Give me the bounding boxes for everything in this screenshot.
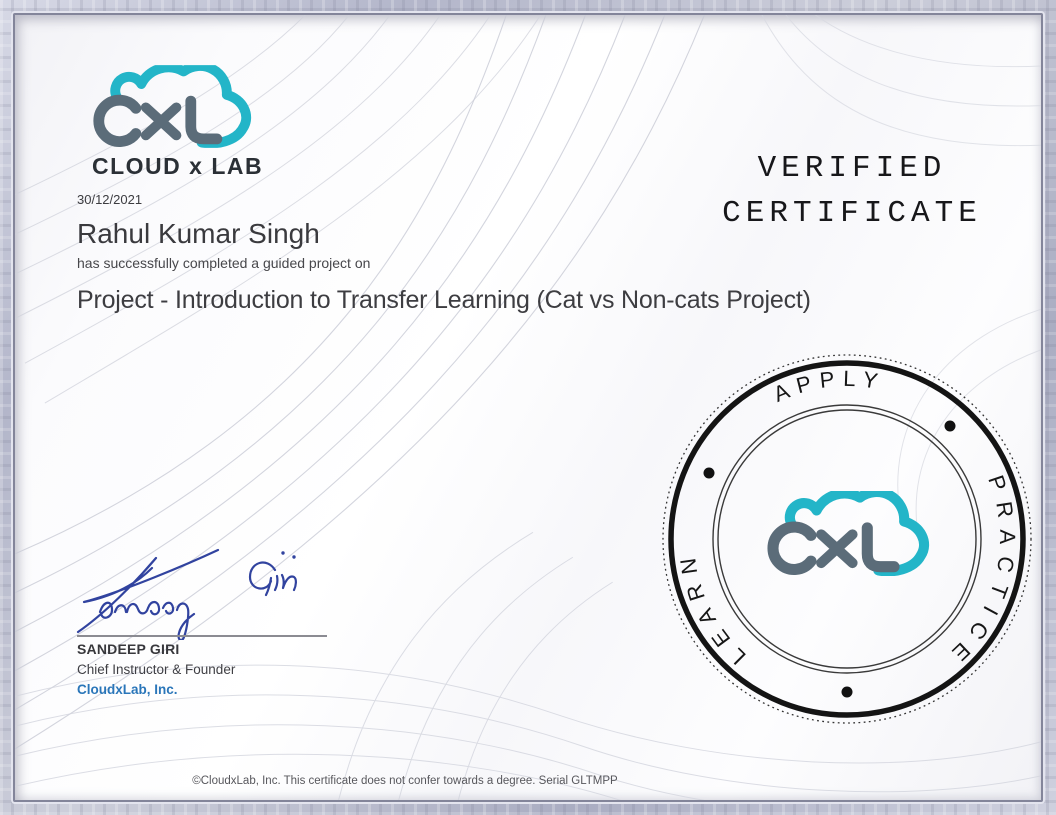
certificate-word: CERTIFICATE [722,196,982,231]
footer-disclaimer: ©CloudxLab, Inc. This certificate does not confer towards a degree. Serial GLTMPP [192,775,618,787]
seal-word-apply: APPLY [769,365,888,407]
company-link[interactable]: CloudxLab, Inc. [77,682,178,697]
seal-separator-dot [945,421,956,432]
signatory-title: Chief Instructor & Founder [77,662,236,677]
cloudxlab-logo-icon [90,65,252,148]
completion-text: has successfully completed a guided project on [77,255,371,271]
certificate-paper [13,13,1043,802]
seal-separator-dot [704,468,715,479]
signature-image [70,540,320,640]
signature-line [77,635,327,637]
seal-word-learn: LEARN [673,546,751,670]
issue-date: 30/12/2021 [77,192,143,207]
recipient-name: Rahul Kumar Singh [77,218,320,249]
signatory-block [77,641,235,699]
learn-apply-practice-seal [657,349,1037,729]
course-title: Project - Introduction to Transfer Learning (Cat vs Non-cats Project) [77,286,811,314]
seal-word-practice: PRACTICE [939,472,1021,674]
brand-wordmark: CLOUD x LAB [92,153,264,179]
seal-separator-dot [842,687,853,698]
seal-cloud-logo-icon [773,492,924,571]
verified-word: VERIFIED [757,151,947,186]
signatory-name: SANDEEP GIRI [77,641,180,657]
verified-certificate-label [687,146,1017,236]
